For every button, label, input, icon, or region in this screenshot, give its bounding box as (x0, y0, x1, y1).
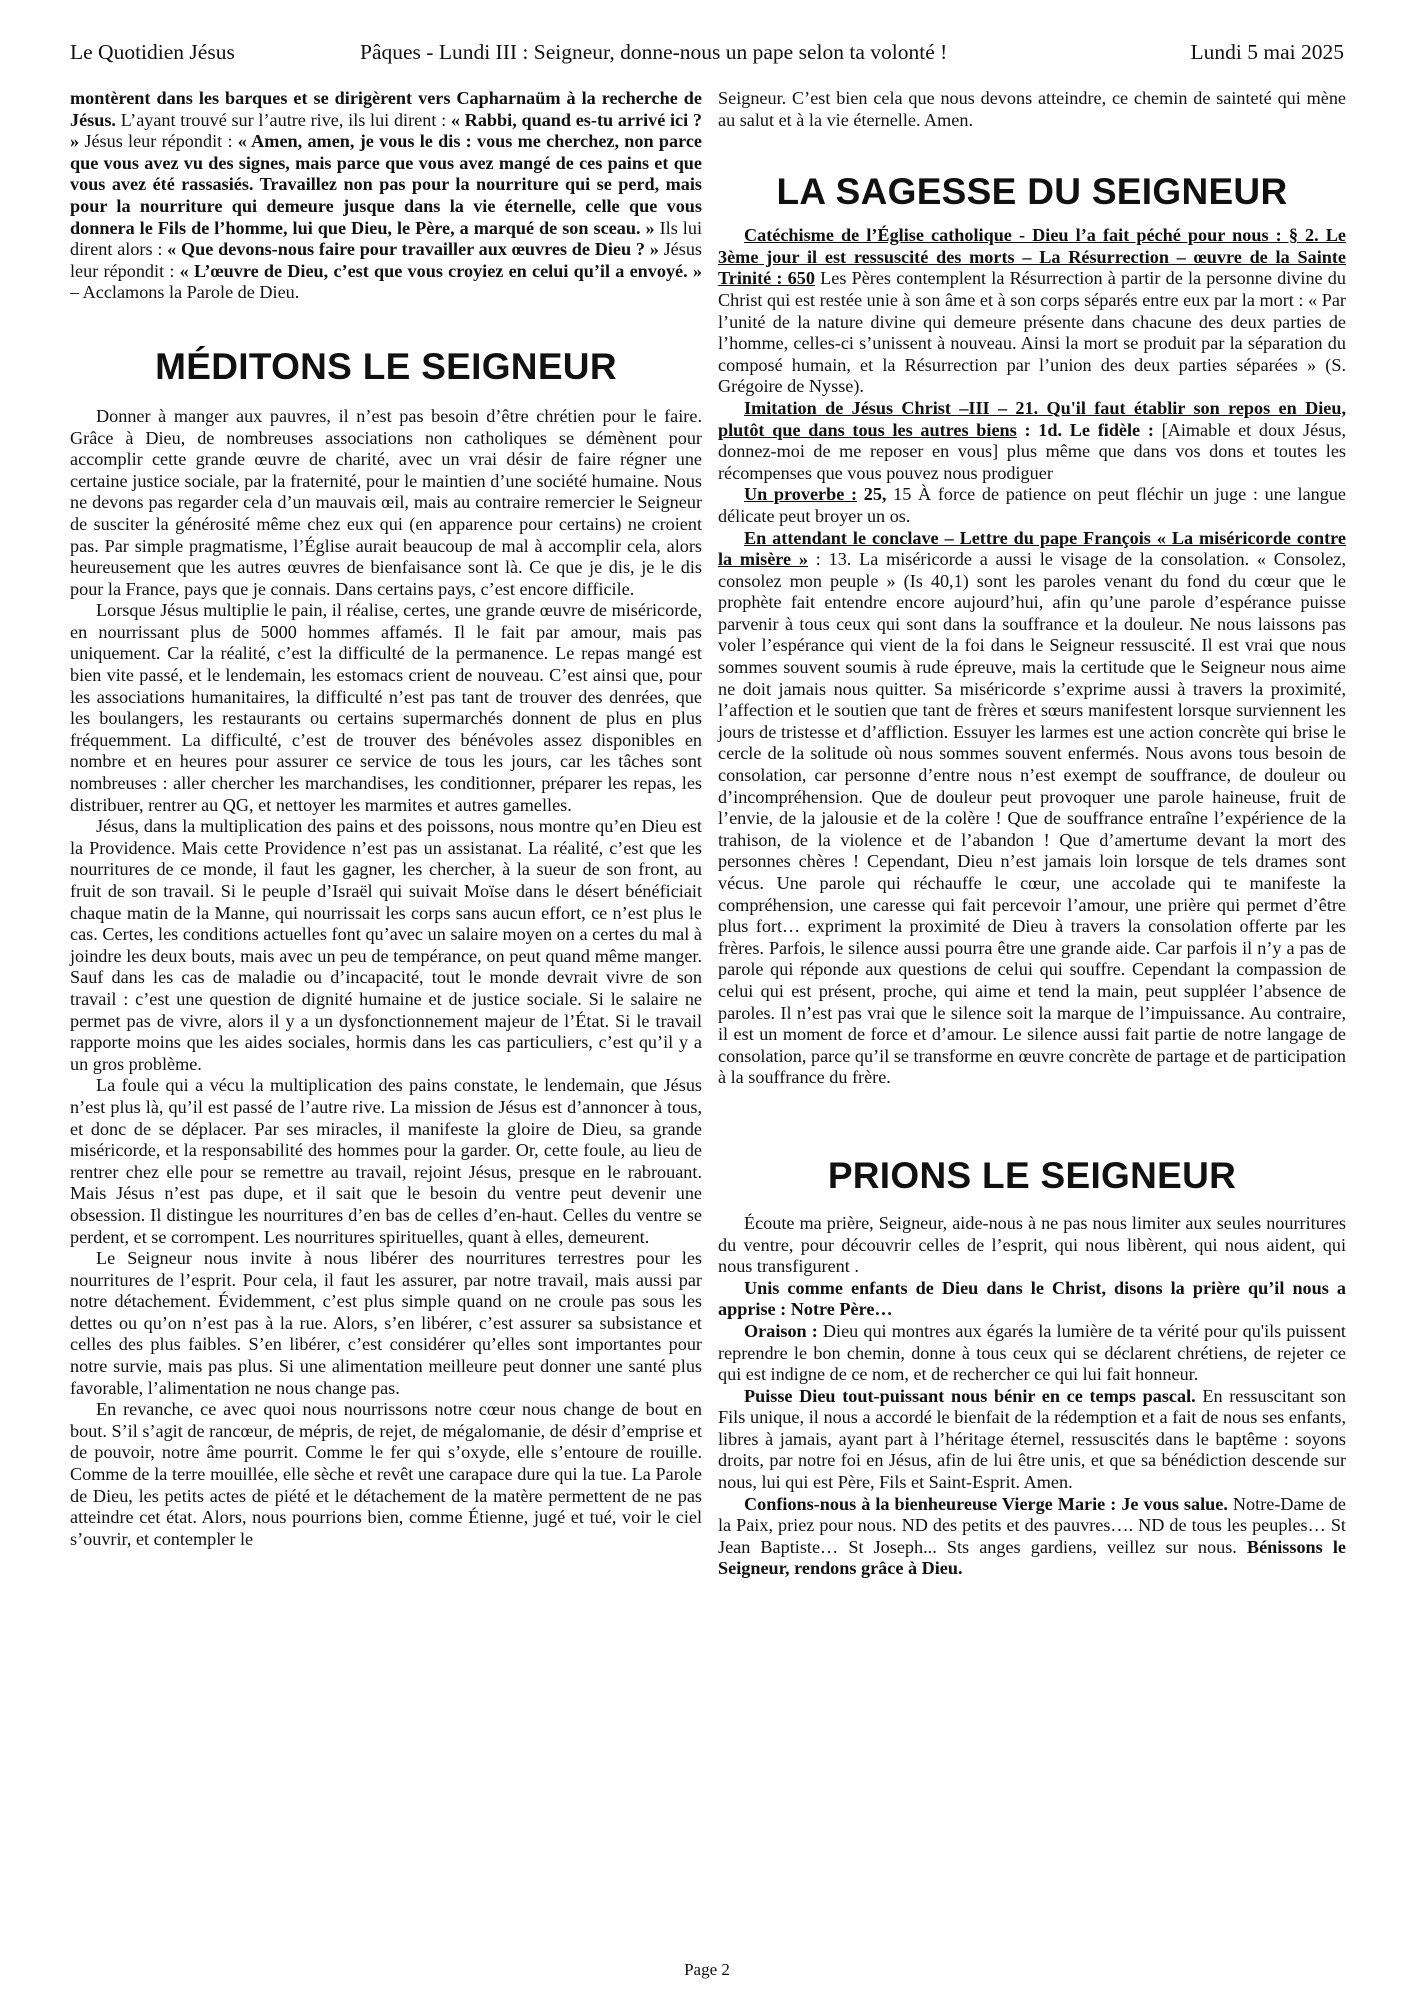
meditation-paragraph: Lorsque Jésus multiplie le pain, il réalise, certes, une grande œuvre de miséricorde, en nourrissant plus de 5000 hommes affamés. Il le fait par amour, mais pas uniquement. Car la réalité, c’est la difficulté de la permanence. Le repas mangé est bien vite passé, et le lendemain, les estomacs crient de nouveau. C’est ainsi que, pour les associations humanitaires, la difficulté n’est pas tant de trouver des denrées, que les boulangers, les restaurants ou certains supermarchés donnent de plus en plus fréquemment. La difficulté, c’est de trouver des bénévoles assez disponibles en nombre et en heures pour assurer ce service de tous les jours, car les tâches sont nombreuses : aller chercher les marchandises, les conditionner, préparer les repas, les distribuer, rentrer au QG, et nettoyer les marmites et autres gamelles. (70, 600, 702, 815)
gospel-text: Jésus leur répondit : (79, 131, 238, 152)
gospel-text: « L’œuvre de Dieu, c’est que vous croyiez en celui qu’il a envoyé. » (179, 260, 702, 281)
oraison (718, 1321, 1346, 1386)
proverb-reference: 25, (857, 484, 887, 505)
section-title-sagesse: LA SAGESSE DU SEIGNEUR (776, 171, 1288, 213)
proverb-heading: Un proverbe : (744, 484, 858, 505)
marian-label: Confions-nous à la bienheureuse Vierge Marie : Je vous salue. (744, 1493, 1228, 1514)
publication-title: Le Quotidien Jésus (70, 40, 235, 64)
marian-prayer (718, 1494, 1346, 1580)
conclave-entry (718, 528, 1346, 1089)
proverb-entry (718, 484, 1346, 527)
gospel-text: Ils lui dirent alors : (70, 217, 703, 260)
imitation-entry (718, 398, 1346, 484)
day-title: Pâques - Lundi III : Seigneur, donne-nous un pape selon ta volonté ! (360, 40, 948, 64)
blessing (718, 1386, 1346, 1494)
conclave-heading: En attendant le conclave – Lettre du pape François « La miséricorde contre la misère » (718, 527, 1346, 570)
meditation-paragraph: Jésus, dans la multiplication des pains et des poissons, nous montre qu’en Dieu est la Providence. Mais cette Providence n’est pas un assistanat. La réalité, c’est que les nourritures de ce monde, il faut les gagner, les chercher, à la sueur de son front, au fruit de son travail. Si le peuple d’Israël qui suivait Moïse dans le désert bénéficiait chaque matin de la Manne, qui nourrissait les corps sans aucun effort, ce n’est plus le cas. Certes, les conditions actuelles font qu’avec un salaire moyen on a certes du mal à joindre les deux bouts, mais avec un peu de tempérance, on peut quand même manger. Sauf dans les cas de maladie ou d’incapacité, tout le monde devrait vivre de son travail : c’est une question de dignité humaine et de justice sociale. Si le salaire ne permet pas de vivre, alors il y a un dysfonctionnement majeur de l’État. Si le travail rapporte moins que les aides sociales, hormis dans les cas particuliers, c’est qu’il y a un gros problème. (70, 816, 702, 1074)
gospel-ending (70, 88, 702, 304)
section-title-prions: PRIONS LE SEIGNEUR (827, 1154, 1237, 1196)
date: Lundi 5 mai 2025 (1190, 40, 1344, 64)
our-father (718, 1278, 1346, 1321)
proverb-text: 15 À force de patience on peut fléchir un juge : une langue délicate peut broyer un os. (718, 484, 1346, 526)
imitation-text: [Aimable et doux Jésus, donnez-moi de me reposer en vous] plus même que dans vos dons et toutes les récompenses que vous pouvez nous prodiguer (718, 419, 1346, 483)
section-title-meditons: MÉDITONS LE SEIGNEUR (155, 345, 617, 387)
meditation-paragraph: En revanche, ce avec quoi nous nourrissons notre cœur nous change de bout en bout. S’il s’agit de rancœur, de mépris, de rejet, de mégalomanie, de désir d’emprise et de pouvoir, notre âme pourrit. Comme le fer qui s’oxyde, elle s’entoure de rouille. Comme de la terre mouillée, elle sèche et revêt une carapace dure qui la tue. La Parole de Dieu, les petits actes de piété et le détachement de la matère permettent de ne pas atteindre cet état. Alors, nous pourrions bien, comme Étienne, jugé et tué, voir le ciel s’ouvrir, et contempler le (70, 1399, 702, 1549)
closing-text: Bénissons le Seigneur, rendons grâce à Dieu. (718, 1536, 1346, 1579)
oraison-label: Oraison : (744, 1320, 818, 1341)
meditation-paragraph: La foule qui a vécu la multiplication des pains constate, le lendemain, que Jésus n’est plus là, qu’il est passé de l’autre rive. La mission de Jésus est d’annoncer à tous, et donc de se déplacer. Par ses miracles, il manifeste la gloire de Dieu, sa grande miséricorde, et la responsabilité des hommes pour la garder. Or, cette foule, au lieu de rentrer chez elle pour se remettre au travail, rejoint Jésus, presque en le rabrouant. Mais Jésus n’est pas dupe, et il sait que le besoin du ventre peut devenir une obsession. Il distingue les nourritures d’en bas de celles d’en-haut. Celles du ventre se perdent, et se corrompent. Les nourritures spirituelles, quant à elles, demeurent. (70, 1075, 702, 1247)
gospel-acclamation: – Acclamons la Parole de Dieu. (70, 282, 300, 303)
gospel-text: montèrent dans les barques et se dirigèrent vers Capharnaüm à la recherche de Jésus. (70, 88, 702, 130)
gospel-text: « Rabbi, quand es-tu arrivé ici ? » (70, 109, 702, 152)
catechism-entry (718, 225, 1346, 398)
right-column (718, 88, 1346, 1580)
meditation-paragraph: Donner à manger aux pauvres, il n’est pas besoin d’être chrétien pour le faire. Grâce à Dieu, de nombreuses associations non catholiques se démènent pour accomplir cette grande œuvre de charité, avec un vrai désir de faire régner une certaine justice sociale, par la fraternité, pour le maintien d’une société humaine. Nous ne devons pas regarder cela d’un mauvais œil, mais au contraire remercier le Seigneur de susciter la générosité même chez eux qui (en apparence pour certains) ne croient pas. Par simple pragmatisme, l’Église aurait beaucoup de mal à accomplir cela, alors heureusement que les autres œuvres de bienfaisance sont là. Ce que je dis, je le dis pour la France, pays que je connais. Dans certains pays, c’est encore difficile. (70, 405, 702, 599)
gospel-text: Jésus leur répondit : (70, 239, 702, 281)
page-number: Page 2 (684, 1960, 730, 1979)
blessing-label: Puisse Dieu tout-puissant nous bénir en ce temps pascal. (744, 1385, 1196, 1406)
marian-text: Notre-Dame de la Paix, priez pour nous. ND des petits et des pauvres…. ND de tous les peuples… St Jean Baptiste… St Joseph... Sts anges gardiens, veillez sur nous. (718, 1493, 1346, 1557)
page-header (70, 40, 1344, 70)
prayer-intro: Écoute ma prière, Seigneur, aide-nous à ne pas nous limiter aux seules nourritures du ventre, pour découvrir celles de l’esprit, qui nous libèrent, qui nous aident, qui nous transfigurent . (718, 1212, 1346, 1277)
meditation-paragraph: Le Seigneur nous invite à nous libérer des nourritures terrestres pour les nourritures de l’esprit. Pour cela, il faut les assurer, par notre travail, mais aussi par notre détachement. Évidemment, c’est plus simple quand on ne croule pas sous les dettes ou qu’on n’est pas à la rue. Alors, s’en libérer, c’est assurer sa subsistance et celles des plus faibles. S’en libérer, c’est considérer qu’elles sont importantes pour notre survie, mais pas plus. Si une alimentation meilleure peut donner une santé plus favorable, l’alimentation ne nous change pas. (70, 1248, 702, 1398)
left-column (70, 88, 702, 1550)
meditation-continuation: Seigneur. C’est bien cela que nous devons atteindre, ce chemin de sainteté qui mène au salut et à la vie éternelle. Amen. (718, 88, 1346, 130)
conclave-text: : 13. La miséricorde a aussi le visage de la consolation. « Consolez, consolez mon peuple » (Is 40,1) sont les paroles venant du fond du cœur que le prophète fait entendre encore aujourd’hui, afin qu’une parole d’espérance puisse parvenir à tous ceux qui sont dans la souffrance et la douleur. Ne nous laissons pas voler l’espérance qui vient de la foi dans le Seigneur ressuscité. Il est vrai que nous sommes souvent soumis à rude épreuve, mais la certitude que le Seigneur nous aime ne doit jamais nous quitter. Sa miséricorde s’exprime aussi à travers la proximité, l’affection et le soutien que tant de frères et sœurs manifestent lorsque surviennent les jours de tristesse et d’affliction. Essuyer les larmes est une action concrète qui brise le cercle de la solitude où nous sommes souvent enfermés. Nous avons tous besoin de consolation, car personne d’entre nous n’est exempt de souffrance, de douleur ou d’incompréhension. Que de douleur peut provoquer une parole haineuse, fruit de l’envie, de la jalousie et de la colère ! Que de souffrance entraîne l’expérience de la trahison, de la violence et de l’abandon ! Que d’amertume devant la mort des personnes chères ! Cependant, Dieu n’est jamais loin lorsque de tels drames sont vécus. Une parole qui réchauffe le cœur, une accolade qui te manifeste la compréhension, une caresse qui fait percevoir l’amour, une prière qui permet d’être plus fort… expriment la proximité de Dieu à travers la consolation offerte par les frères. Parfois, le silence aussi pourra être une grande aide. Car parfois il n’y a pas de parole qui réponde aux questions de celui qui souffre. Cependant la compassion de celui qui est présent, proche, qui aime et tend la main, peut suppléer l’absence de paroles. Il n’est pas vrai que le silence soit la marque de l’impuissance. Au contraire, il est un moment de force et d’amour. Le silence aussi fait partie de notre langage de consolation, parce qu’il se transforme en œuvre concrète de partage et de participation à la souffrance du frère. (718, 549, 1347, 1088)
our-father-text: Unis comme enfants de Dieu dans le Christ, disons la prière qu’il nous a apprise : Notre Père… (718, 1277, 1346, 1320)
imitation-reference: : 1d. Le fidèle : (1016, 419, 1154, 440)
gospel-text: « Que devons-nous faire pour travailler aux œuvres de Dieu ? » (167, 239, 659, 260)
blessing-text: En ressuscitant son Fils unique, il nous a accordé le bienfait de la rédemption et a fait de nous ses enfants, libres à jamais, ayant part à l’héritage éternel, ressuscités dans le baptême : soyons droits, par notre foi en Jésus, afin de lui être unis, et que sa bénédiction descende sur nous, lui qui est Père, Fils et Saint-Esprit. Amen. (718, 1385, 1346, 1493)
gospel-text: « Amen, amen, je vous le dis : vous me cherchez, non parce que vous avez vu des signes, mais parce que vous avez mangé de ces pains et que vous avez été rassasiés. Travaillez non pas pour la nourriture qui se perd, mais pour la nourriture qui demeure jusque dans la vie éternelle, celle que vous donnera le Fils de l’homme, lui que Dieu, le Père, a marqué de son sceau. » (70, 131, 702, 238)
gospel-text: L’ayant trouvé sur l’autre rive, ils lui dirent : (115, 109, 451, 130)
oraison-text: Dieu qui montres aux égarés la lumière de ta vérité pour qu'ils puissent reprendre le bon chemin, donne à tous ceux qui se déclarent chrétiens, de rejeter ce qui est indigne de ce nom, et de rechercher ce qui lui fait honneur. (718, 1320, 1346, 1385)
catechism-heading: Catéchisme de l’Église catholique - Dieu l’a fait péché pour nous : § 2. Le 3ème jour il est ressuscité des morts – La Résurrection – œuvre de la Sainte Trinité : 650 (718, 225, 1346, 289)
imitation-heading: Imitation de Jésus Christ –III – 21. Qu'il faut établir son repos en Dieu, plutôt que dans tous les autres biens (718, 397, 1346, 440)
catechism-text: Les Pères contemplent la Résurrection à partir de la personne divine du Christ qui est restée unie à son âme et à son corps séparés entre eux par la mort : « Par l’unité de la nature divine qui demeure présente dans chacune des deux parties de l’homme, celles-ci s’unissent à nouveau. Ainsi la mort se produit par la séparation du composé humain, et la Résurrection par l’union des deux parties séparées » (S. Grégoire de Nysse). (718, 268, 1346, 397)
